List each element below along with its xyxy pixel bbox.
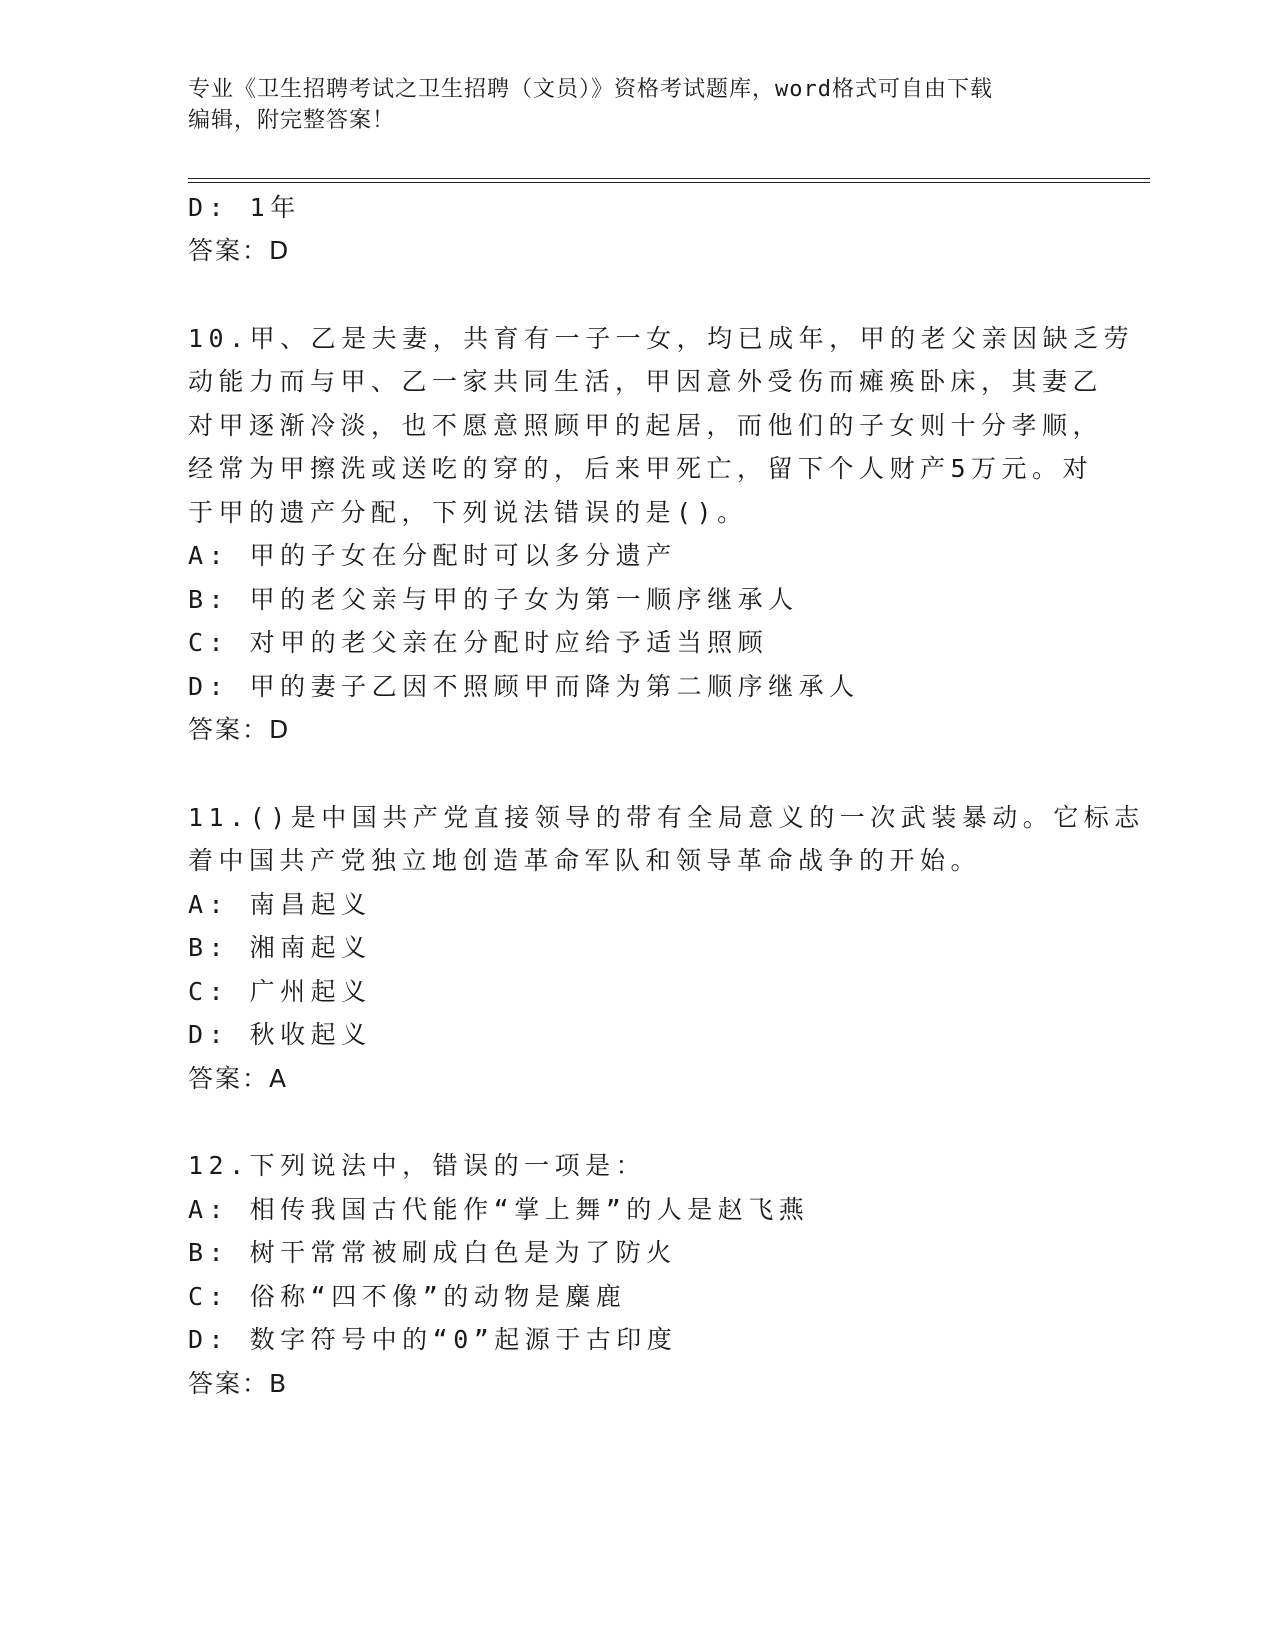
document-header xyxy=(188,74,1088,136)
q10-option-c: C: 对甲的老父亲在分配时应给予适当照顾 xyxy=(188,628,769,657)
q10-option-b: B: 甲的老父亲与甲的子女为第一顺序继承人 xyxy=(188,585,799,614)
q10-stem-line-5: 于甲的遗产分配，下列说法错误的是()。 xyxy=(188,498,748,527)
q11-stem-line-2: 着中国共产党独立地创造革命军队和领导革命战争的开始。 xyxy=(188,846,982,875)
q10-answer: 答案：D xyxy=(188,715,291,744)
q11-option-c: C: 广州起义 xyxy=(188,977,372,1006)
q10-stem-line-1: 10.甲、乙是夫妻，共育有一子一女，均已成年，甲的老父亲因缺乏劳 xyxy=(188,324,1135,353)
q12-option-d: D: 数字符号中的“0”起源于古印度 xyxy=(188,1325,678,1354)
q12-option-b: B: 树干常常被刷成白色是为了防火 xyxy=(188,1238,677,1267)
q10-stem-line-3: 对甲逐渐冷淡，也不愿意照顾甲的起居，而他们的子女则十分孝顺， xyxy=(188,411,1104,440)
q12-answer: 答案：B xyxy=(188,1369,289,1398)
q10-stem-line-2: 动能力而与甲、乙一家共同生活，甲因意外受伤而瘫痪卧床，其妻乙 xyxy=(188,367,1104,396)
q11-option-d: D: 秋收起义 xyxy=(188,1020,372,1049)
q11-option-b: B: 湘南起义 xyxy=(188,933,372,962)
header-line-1: 专业《卫生招聘考试之卫生招聘（文员）》资格考试题库，word格式可自由下载 xyxy=(188,77,993,102)
q10-option-d: D: 甲的妻子乙因不照顾甲而降为第二顺序继承人 xyxy=(188,672,860,701)
q11-stem-line-1: 11.()是中国共产党直接领导的带有全局意义的一次武装暴动。它标志 xyxy=(188,803,1145,832)
prev-option-d: D: 1年 xyxy=(188,193,301,222)
q11-answer: 答案：A xyxy=(188,1064,289,1093)
header-divider-top xyxy=(188,178,1150,179)
header-line-2: 编辑，附完整答案！ xyxy=(188,108,396,133)
q12-option-a: A: 相传我国古代能作“掌上舞”的人是赵飞燕 xyxy=(188,1195,810,1224)
header-divider-bottom xyxy=(188,182,1150,183)
prev-answer: 答案：D xyxy=(188,236,291,265)
q10-stem-line-4: 经常为甲擦洗或送吃的穿的，后来甲死亡，留下个人财产5万元。对 xyxy=(188,454,1094,483)
q12-stem-line-1: 12.下列说法中，错误的一项是： xyxy=(188,1151,647,1180)
q11-option-a: A: 南昌起义 xyxy=(188,890,372,919)
q12-option-c: C: 俗称“四不像”的动物是麋鹿 xyxy=(188,1282,627,1311)
q10-option-a: A: 甲的子女在分配时可以多分遗产 xyxy=(188,541,677,570)
